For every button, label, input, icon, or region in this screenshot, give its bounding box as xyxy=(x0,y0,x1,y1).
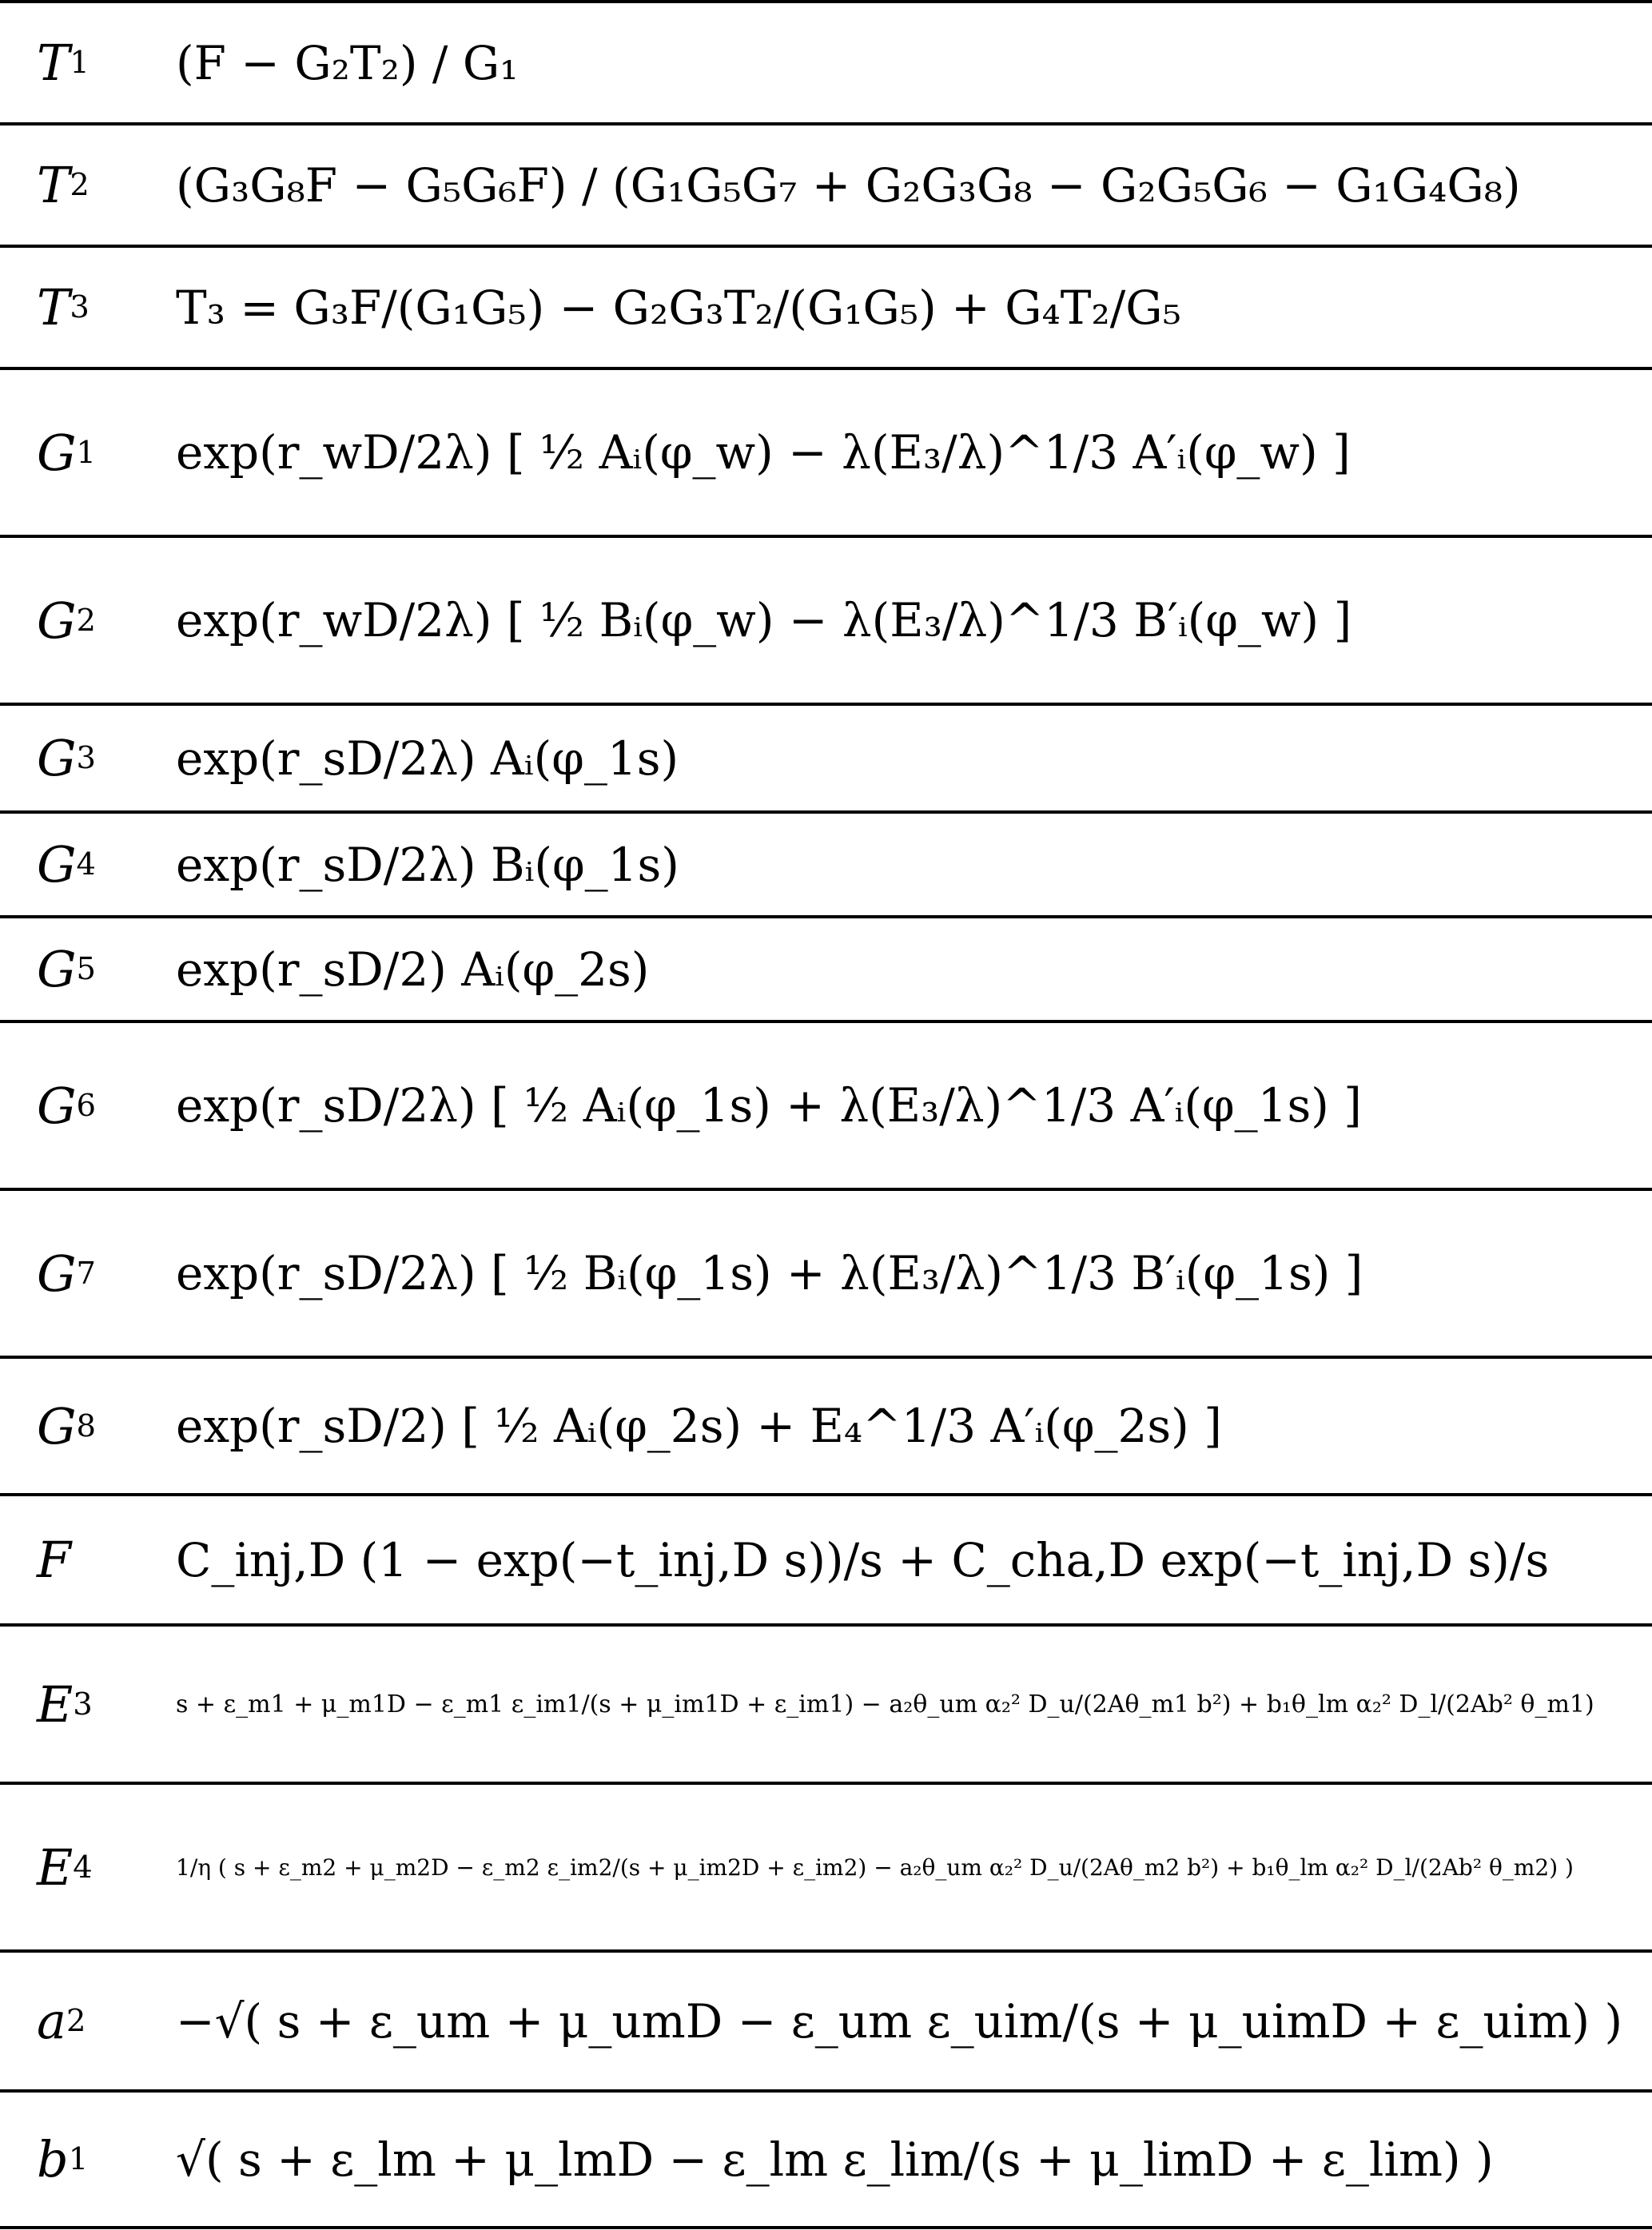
table-row xyxy=(0,1496,1652,1623)
row-divider xyxy=(0,2226,1652,2229)
expression-cell xyxy=(176,2093,1494,2226)
expression-text: exp(r_wD/2λ) [ ½ Aᵢ(φ_w) − λ(E₃/λ)^1/3 A′ᵢ(φ_w) ] xyxy=(176,425,1351,480)
expression-text: (G₃G₈F − G₅G₆F) / (G₁G₅G₇ + G₂G₃G₈ − G₂G₅G₆ − G₁G₄G₈) xyxy=(176,157,1521,213)
symbol-letter: F xyxy=(37,1531,72,1589)
symbol-letter: G xyxy=(37,1396,77,1455)
symbol-cell xyxy=(37,1496,71,1623)
symbol-letter: T xyxy=(37,156,70,214)
table-row xyxy=(0,814,1652,915)
symbol-subscript: 2 xyxy=(66,2003,86,2039)
symbol-cell xyxy=(37,3,90,122)
expression-text: T₃ = G₃F/(G₁G₅) − G₂G₃T₂/(G₁G₅) + G₄T₂/G₅ xyxy=(176,280,1181,335)
symbol-letter: E xyxy=(37,1838,74,1897)
expression-text: exp(r_sD/2) Aᵢ(φ_2s) xyxy=(176,942,650,997)
symbol-letter: G xyxy=(37,423,77,482)
table-row xyxy=(0,248,1652,367)
symbol-subscript: 6 xyxy=(76,1087,96,1124)
symbol-cell xyxy=(37,1953,86,2089)
symbol-cell xyxy=(37,125,90,245)
expression-cell xyxy=(176,1627,1594,1782)
symbol-letter: G xyxy=(37,729,77,787)
symbol-letter: T xyxy=(37,34,70,92)
expression-text: (F − G₂T₂) / G₁ xyxy=(176,35,519,90)
symbol-cell xyxy=(37,706,96,810)
symbol-subscript: 7 xyxy=(76,1255,96,1292)
symbol-subscript: 1 xyxy=(76,434,96,471)
expression-cell xyxy=(176,1023,1362,1188)
symbol-letter: a xyxy=(37,1992,66,2050)
symbol-subscript: 2 xyxy=(70,167,90,203)
symbol-subscript: 4 xyxy=(73,1849,93,1886)
symbol-letter: G xyxy=(37,940,77,998)
table-row xyxy=(0,706,1652,810)
symbol-letter: G xyxy=(37,591,77,650)
expression-cell xyxy=(176,1359,1222,1493)
table-row xyxy=(0,1785,1652,1949)
symbol-cell xyxy=(37,814,96,915)
symbol-cell xyxy=(37,1785,93,1949)
symbol-subscript: 5 xyxy=(76,951,96,987)
symbol-letter: G xyxy=(37,1076,77,1135)
table-row xyxy=(0,3,1652,122)
symbol-cell xyxy=(37,1023,96,1188)
symbol-cell xyxy=(37,248,90,367)
expression-text: s + ε_m1 + μ_m1D − ε_m1 ε_im1/(s + μ_im1D + ε_im1) − a₂θ_um α₂² D_u/(2Aθ_m1 b²) + b₁θ_lm α₂² D_l/(2Ab² θ_m1) xyxy=(176,1690,1594,1718)
table-row xyxy=(0,1191,1652,1356)
symbol-letter: E xyxy=(37,1674,74,1734)
symbol-subscript: 8 xyxy=(76,1408,96,1444)
expression-text: exp(r_sD/2) [ ½ Aᵢ(φ_2s) + E₄^1/3 A′ᵢ(φ_2s) ] xyxy=(176,1399,1222,1453)
symbol-cell xyxy=(37,538,96,703)
table-row xyxy=(0,125,1652,245)
symbol-subscript: 2 xyxy=(76,602,96,639)
symbol-subscript: 3 xyxy=(70,289,90,325)
expression-text: exp(r_sD/2λ) [ ½ Bᵢ(φ_1s) + λ(E₃/λ)^1/3 B′ᵢ(φ_1s) ] xyxy=(176,1246,1363,1300)
symbol-cell xyxy=(37,918,96,1020)
symbol-letter: b xyxy=(37,2130,69,2188)
symbol-letter: G xyxy=(37,835,77,894)
symbol-cell xyxy=(37,1359,96,1493)
expression-cell xyxy=(176,918,649,1020)
expression-cell xyxy=(176,1953,1622,2089)
symbol-subscript: 3 xyxy=(73,1686,93,1722)
expression-cell xyxy=(176,1785,1574,1949)
expression-cell xyxy=(176,706,679,810)
symbol-subscript: 1 xyxy=(70,45,90,81)
table-row xyxy=(0,370,1652,535)
symbol-cell xyxy=(37,1191,96,1356)
symbol-subscript: 1 xyxy=(68,2141,89,2177)
expression-text: C_inj,D (1 − exp(−t_inj,D s))/s + C_cha,D exp(−t_inj,D s)/s xyxy=(176,1532,1550,1587)
expression-text: exp(r_sD/2λ) [ ½ Aᵢ(φ_1s) + λ(E₃/λ)^1/3 A′ᵢ(φ_1s) ] xyxy=(176,1078,1362,1133)
expression-cell xyxy=(176,538,1351,703)
expression-cell xyxy=(176,1496,1549,1623)
symbol-letter: G xyxy=(37,1244,77,1303)
expression-text: −√( s + ε_um + μ_umD − ε_um ε_uim/(s + μ_uimD + ε_uim) ) xyxy=(176,1993,1623,2049)
symbol-cell xyxy=(37,370,96,535)
expression-cell xyxy=(176,1191,1363,1356)
table-row xyxy=(0,1953,1652,2089)
expression-text: exp(r_wD/2λ) [ ½ Bᵢ(φ_w) − λ(E₃/λ)^1/3 B′ᵢ(φ_w) ] xyxy=(176,593,1352,647)
symbol-cell xyxy=(37,1627,93,1782)
expression-text: exp(r_sD/2λ) Bᵢ(φ_1s) xyxy=(176,837,679,892)
table-row xyxy=(0,1359,1652,1493)
table-row xyxy=(0,1627,1652,1782)
expression-cell xyxy=(176,814,679,915)
symbol-letter: T xyxy=(37,278,70,336)
table-row xyxy=(0,1023,1652,1188)
expression-text: 1/η ( s + ε_m2 + μ_m2D − ε_m2 ε_im2/(s + μ_im2D + ε_im2) − a₂θ_um α₂² D_u/(2Aθ_m2 b²) + b₁θ_lm α₂² D_l/(2Ab² θ_m2) ) xyxy=(176,1854,1574,1881)
expression-cell xyxy=(176,248,1181,367)
symbol-subscript: 3 xyxy=(76,740,96,776)
expression-cell xyxy=(176,3,519,122)
expression-cell xyxy=(176,125,1521,245)
symbol-subscript: 4 xyxy=(76,846,96,882)
symbol-cell xyxy=(37,2093,88,2226)
expression-cell xyxy=(176,370,1351,535)
table-row xyxy=(0,538,1652,703)
table-row xyxy=(0,918,1652,1020)
expression-text: √( s + ε_lm + μ_lmD − ε_lm ε_lim/(s + μ_limD + ε_lim) ) xyxy=(176,2132,1494,2187)
table-row xyxy=(0,2093,1652,2226)
expression-text: exp(r_sD/2λ) Aᵢ(φ_1s) xyxy=(176,731,679,786)
